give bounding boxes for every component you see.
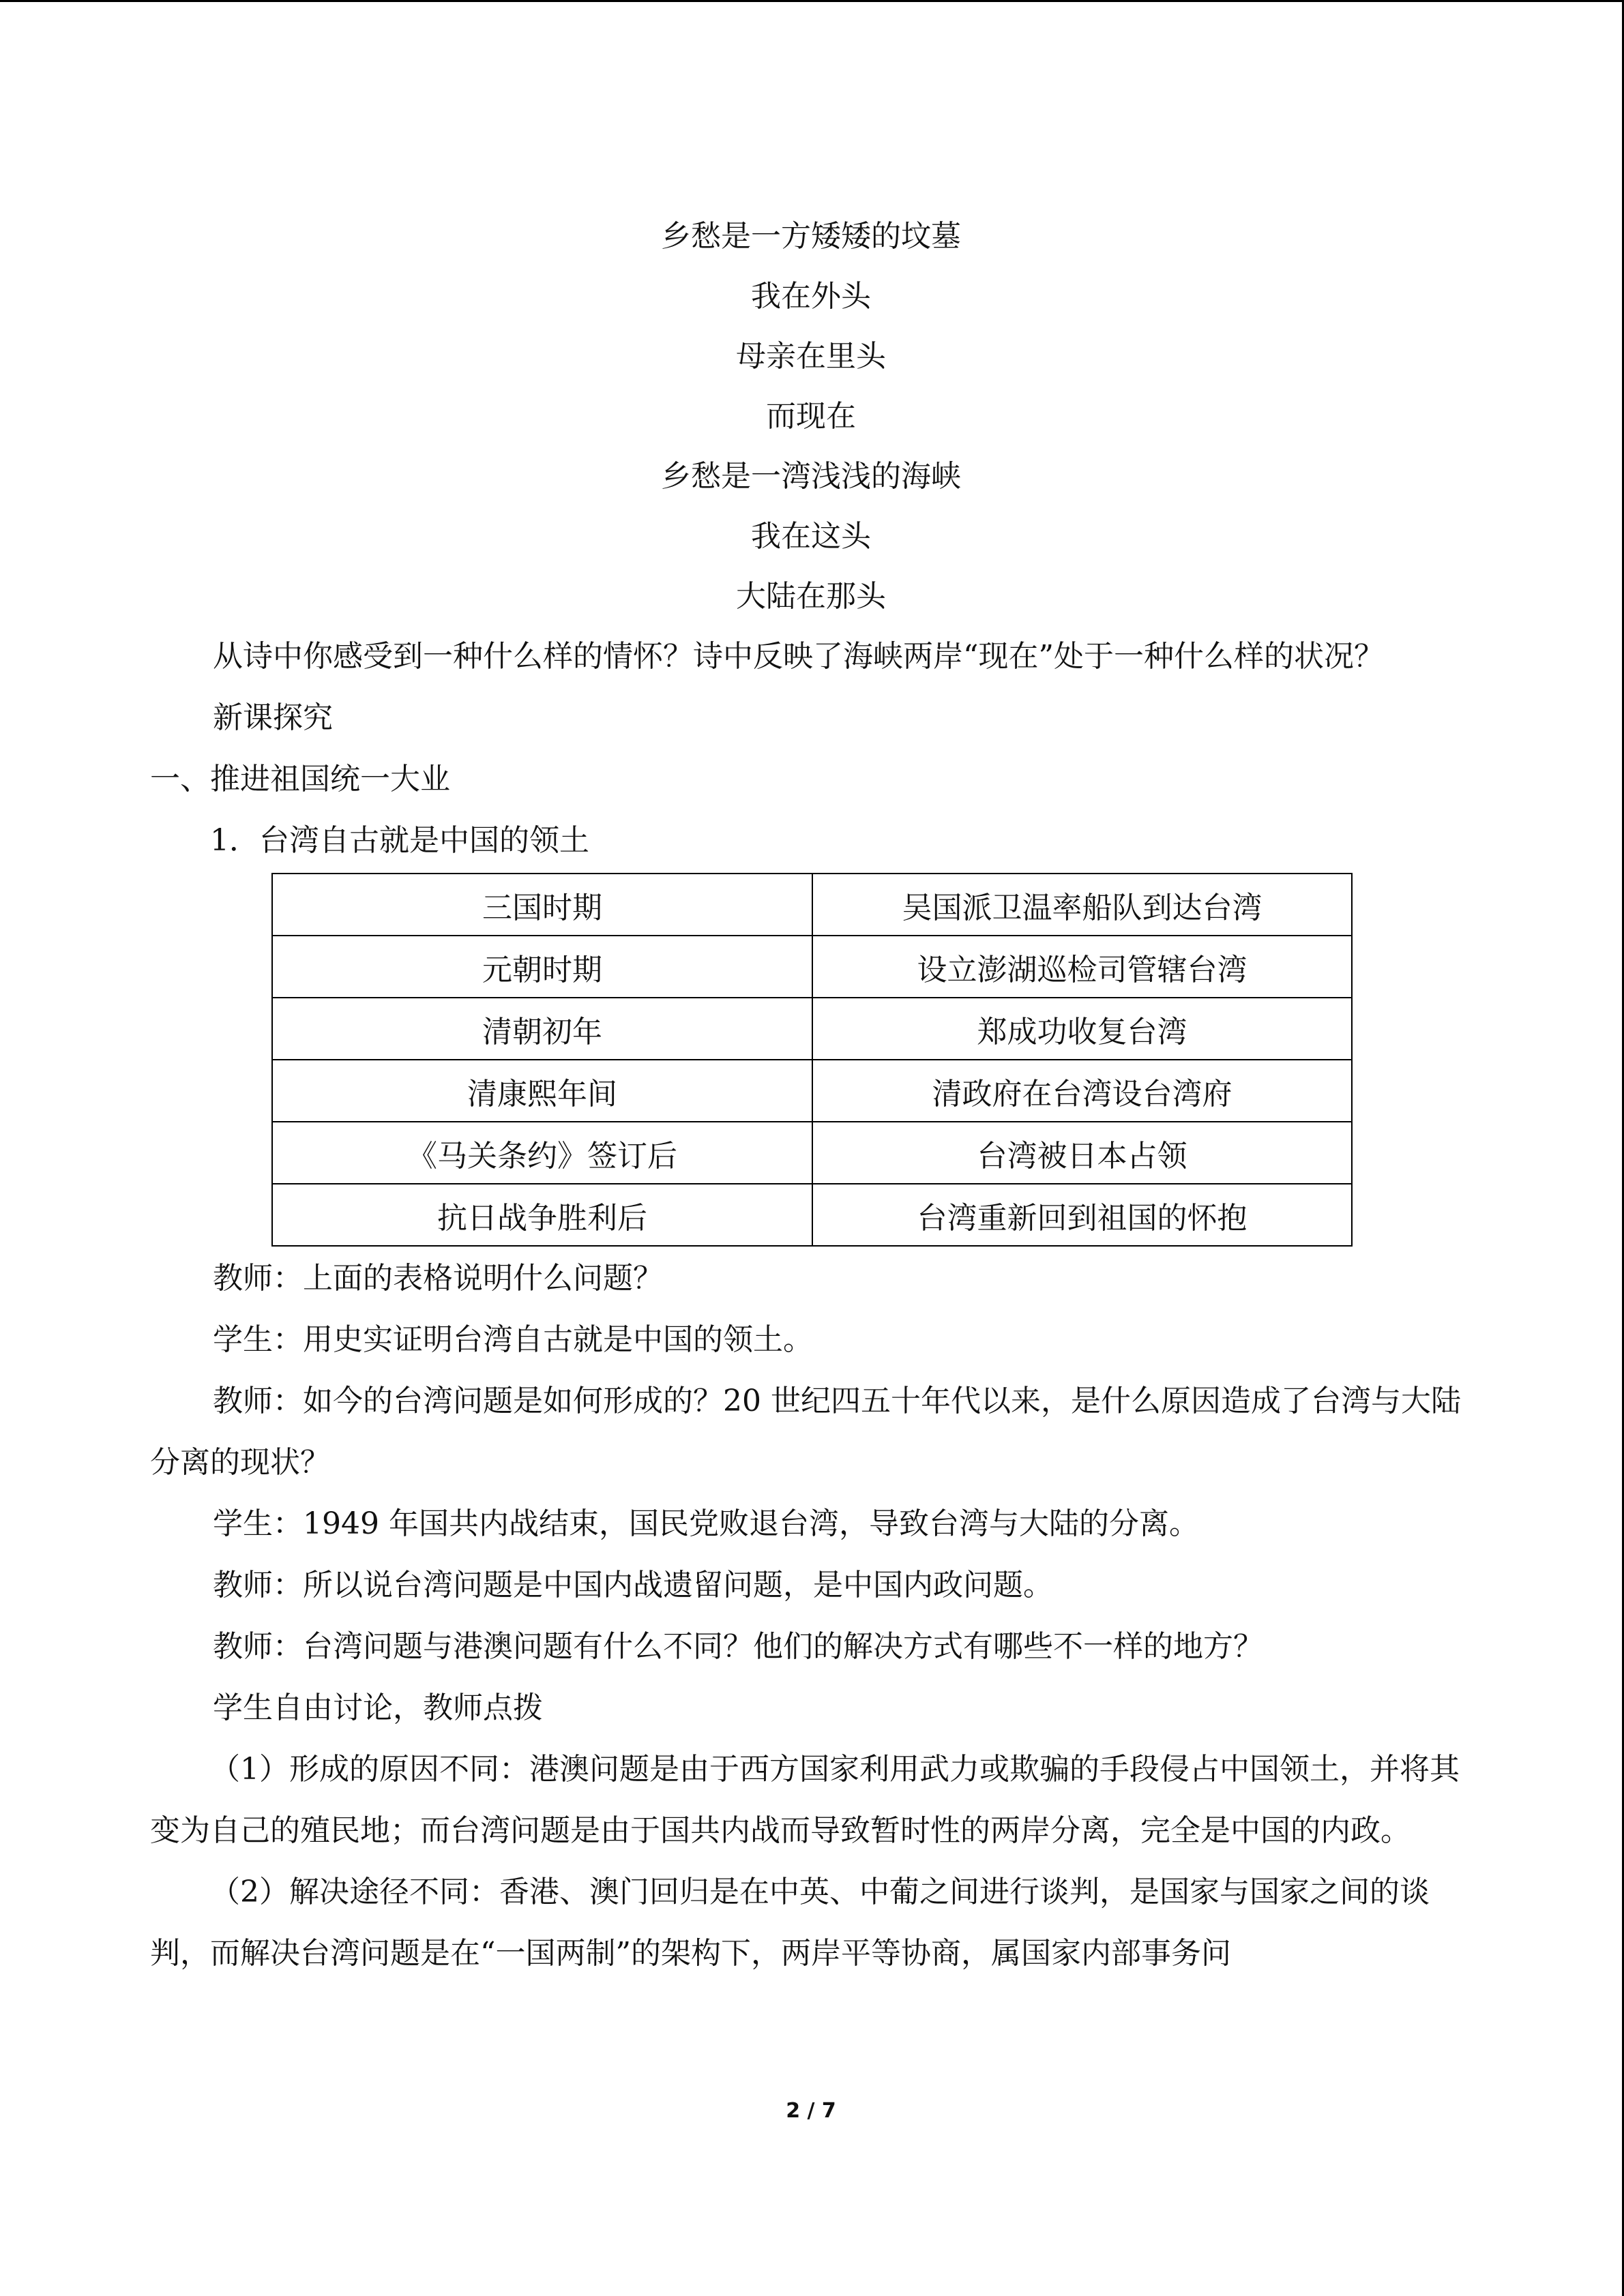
dialogue-line: 教师：所以说台湾问题是中国内战遗留问题，是中国内政问题。 bbox=[213, 1568, 1053, 1602]
poem-line: 我在这头 bbox=[751, 519, 871, 554]
poem-line: 乡愁是一湾浅浅的海峡 bbox=[661, 459, 961, 494]
page-number: 2 / 7 bbox=[786, 2099, 836, 2123]
table-row bbox=[272, 936, 1352, 998]
table-cell-period: 清朝初年 bbox=[272, 998, 812, 1060]
point-paragraph: （1）形成的原因不同：港澳问题是由于西方国家利用武力或欺骗的手段侵占中国领土，并将其变为自己的殖民地；而台湾问题是由于国共内战而导致暂时性的两岸分离，完全是中国的内政。 bbox=[150, 1752, 1460, 1848]
dialogue-line: 教师：台湾问题与港澳问题有什么不同？他们的解决方式有哪些不一样的地方？ bbox=[213, 1629, 1263, 1664]
table-cell-period: 元朝时期 bbox=[272, 936, 812, 998]
poem-line: 而现在 bbox=[766, 399, 856, 434]
poem bbox=[0, 207, 1622, 627]
section-heading: 一、推进祖国统一大业 bbox=[150, 762, 450, 796]
poem-line: 母亲在里头 bbox=[736, 339, 886, 374]
table-cell-event: 吴国派卫温率船队到达台湾 bbox=[812, 874, 1352, 936]
poem-question: 从诗中你感受到一种什么样的情怀？诗中反映了海峡两岸“现在”处于一种什么样的状况？ bbox=[213, 639, 1384, 674]
table-cell-period: 三国时期 bbox=[272, 874, 812, 936]
section-intro: 新课探究 bbox=[213, 700, 333, 735]
dialogue-line: 教师：如今的台湾问题是如何形成的？20 世纪四五十年代以来，是什么原因造成了台湾与大陆分离的现状？ bbox=[150, 1384, 1461, 1480]
dialogue-line: 教师：上面的表格说明什么问题？ bbox=[213, 1261, 663, 1296]
poem-line: 乡愁是一方矮矮的坟墓 bbox=[661, 219, 961, 254]
dialogue-line: 学生自由讨论，教师点拨 bbox=[213, 1690, 543, 1725]
document-body bbox=[150, 626, 1470, 1984]
table-cell-event: 清政府在台湾设台湾府 bbox=[812, 1060, 1352, 1122]
table-cell-period: 抗日战争胜利后 bbox=[272, 1184, 812, 1246]
table-row bbox=[272, 1122, 1352, 1184]
dialogue-line: 学生：1949 年国共内战结束，国民党败退台湾，导致台湾与大陆的分离。 bbox=[213, 1506, 1199, 1541]
table-cell-event: 台湾重新回到祖国的怀抱 bbox=[812, 1184, 1352, 1246]
table-cell-period: 清康熙年间 bbox=[272, 1060, 812, 1122]
table-row bbox=[272, 874, 1352, 936]
table-row bbox=[272, 1184, 1352, 1246]
poem-line: 大陆在那头 bbox=[736, 579, 886, 614]
table-cell-event: 设立澎湖巡检司管辖台湾 bbox=[812, 936, 1352, 998]
subheading: 1．台湾自古就是中国的领土 bbox=[210, 823, 589, 858]
point-paragraph: （2）解决途径不同：香港、澳门回归是在中英、中葡之间进行谈判，是国家与国家之间的谈判，而解决台湾问题是在“一国两制”的架构下，两岸平等协商，属国家内部事务问 bbox=[150, 1875, 1430, 1971]
table-row bbox=[272, 1060, 1352, 1122]
table-cell-event: 郑成功收复台湾 bbox=[812, 998, 1352, 1060]
poem-line: 我在外头 bbox=[751, 279, 871, 314]
table-cell-event: 台湾被日本占领 bbox=[812, 1122, 1352, 1184]
table-row bbox=[272, 998, 1352, 1060]
dialogue-line: 学生：用史实证明台湾自古就是中国的领土。 bbox=[213, 1322, 813, 1357]
table-cell-period: 《马关条约》签订后 bbox=[272, 1122, 812, 1184]
history-table bbox=[271, 873, 1353, 1247]
